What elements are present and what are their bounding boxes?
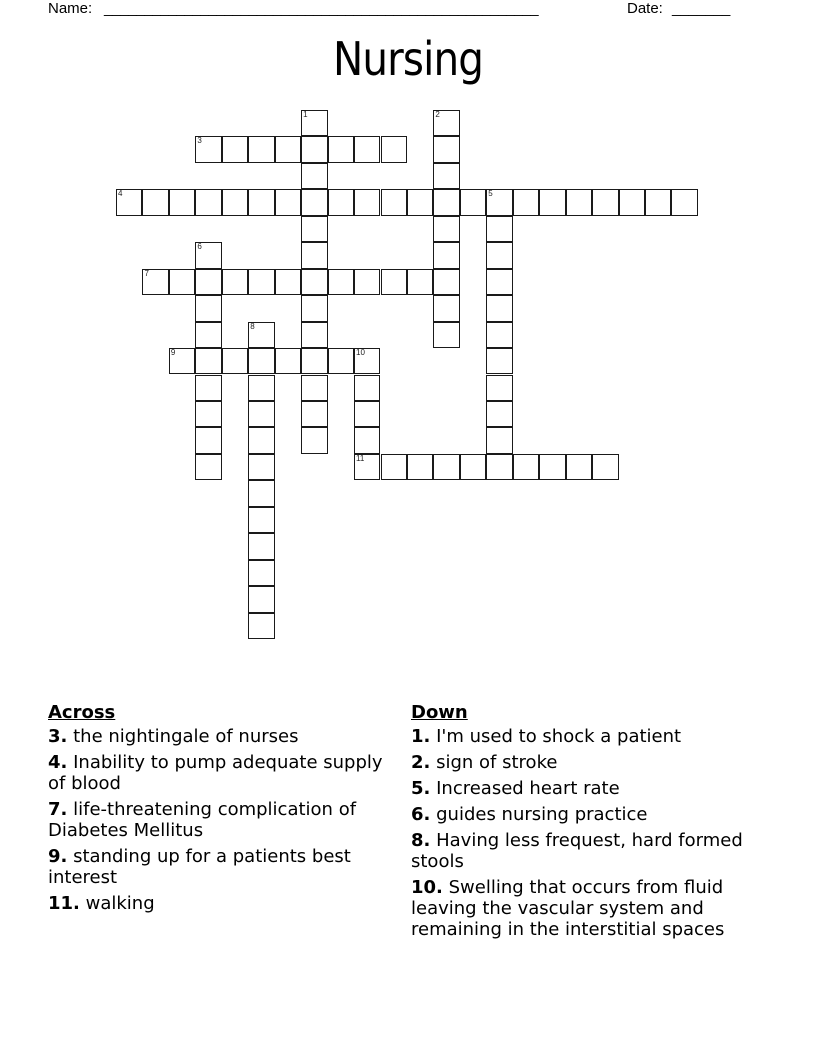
grid-cell[interactable] (486, 427, 512, 453)
grid-cell[interactable] (169, 189, 195, 215)
clue-across-4 (48, 752, 393, 794)
grid-cell[interactable] (513, 454, 539, 480)
clue-text: Swelling that occurs from fluid leaving the vascular system and remaining in the interstitial spaces (411, 877, 725, 940)
grid-cell[interactable] (195, 454, 221, 480)
date-label: Date: (627, 0, 663, 17)
grid-cell[interactable] (301, 189, 327, 215)
grid-cell[interactable] (354, 375, 380, 401)
cell-number: 5 (488, 189, 493, 199)
grid-cell[interactable] (275, 136, 301, 162)
grid-cell[interactable] (248, 375, 274, 401)
grid-cell[interactable] (142, 269, 168, 295)
clue-number: 2. (411, 752, 431, 773)
grid-cell[interactable] (301, 136, 327, 162)
grid-cell[interactable] (486, 375, 512, 401)
cell-number: 7 (144, 268, 149, 278)
grid-cell[interactable] (645, 189, 671, 215)
date-field[interactable]: _______ (672, 0, 731, 17)
grid-cell[interactable] (433, 163, 459, 189)
grid-cell[interactable] (195, 401, 221, 427)
grid-cell[interactable] (195, 322, 221, 348)
grid-cell[interactable] (354, 454, 380, 480)
grid-cell[interactable] (301, 401, 327, 427)
clue-text: Increased heart rate (436, 778, 620, 799)
grid-cell[interactable] (248, 427, 274, 453)
grid-cell[interactable] (486, 348, 512, 374)
grid-cell[interactable] (222, 136, 248, 162)
clue-text: the nightingale of nurses (73, 726, 299, 747)
clue-text: Inability to pump adequate supply of blood (48, 752, 383, 794)
grid-cell[interactable] (195, 348, 221, 374)
grid-cell[interactable] (671, 189, 697, 215)
grid-cell[interactable] (275, 269, 301, 295)
grid-cell[interactable] (328, 348, 354, 374)
grid-cell[interactable] (248, 189, 274, 215)
clue-down-8 (411, 830, 771, 872)
clue-number: 7. (48, 799, 68, 820)
grid-cell[interactable] (486, 269, 512, 295)
grid-cell[interactable] (248, 560, 274, 586)
clue-down-10 (411, 877, 771, 940)
clue-text: sign of stroke (436, 752, 558, 773)
grid-cell[interactable] (301, 322, 327, 348)
cell-number: 4 (118, 189, 123, 199)
clue-across-7 (48, 799, 393, 841)
grid-cell[interactable] (328, 269, 354, 295)
grid-cell[interactable] (486, 401, 512, 427)
grid-cell[interactable] (407, 189, 433, 215)
grid-cell[interactable] (486, 295, 512, 321)
clue-down-6 (411, 804, 771, 825)
cell-number: 3 (197, 136, 202, 146)
grid-cell[interactable] (328, 189, 354, 215)
grid-cell[interactable] (539, 454, 565, 480)
grid-cell[interactable] (354, 427, 380, 453)
grid-cell[interactable] (354, 189, 380, 215)
name-date-header (0, 0, 816, 20)
clue-number: 4. (48, 752, 68, 773)
grid-cell[interactable] (195, 375, 221, 401)
grid-cell[interactable] (407, 269, 433, 295)
grid-cell[interactable] (248, 480, 274, 506)
grid-cell[interactable] (433, 454, 459, 480)
grid-cell[interactable] (195, 427, 221, 453)
across-heading: Across (48, 702, 116, 723)
name-field[interactable]: ______________________________________________________ (104, 0, 539, 17)
grid-cell[interactable] (433, 295, 459, 321)
clue-number: 10. (411, 877, 443, 898)
clue-across-3 (48, 726, 393, 747)
across-clues (48, 702, 393, 919)
grid-cell[interactable] (460, 454, 486, 480)
grid-cell[interactable] (433, 242, 459, 268)
grid-cell[interactable] (433, 322, 459, 348)
cell-number: 6 (197, 242, 202, 252)
puzzle-title: Nursing (332, 32, 484, 86)
grid-cell[interactable] (301, 269, 327, 295)
grid-cell[interactable] (222, 269, 248, 295)
grid-cell[interactable] (486, 216, 512, 242)
grid-cell[interactable] (248, 507, 274, 533)
grid-cell[interactable] (195, 269, 221, 295)
cell-number: 9 (170, 348, 176, 358)
cell-number: 2 (435, 110, 440, 119)
grid-cell[interactable] (248, 269, 274, 295)
grid-cell[interactable] (248, 533, 274, 559)
down-heading: Down (411, 702, 468, 723)
clue-number: 8. (411, 830, 431, 851)
grid-cell[interactable] (433, 136, 459, 162)
clue-number: 5. (411, 778, 431, 799)
grid-cell[interactable] (354, 348, 380, 374)
cell-number: 1 (303, 110, 308, 119)
grid-cell[interactable] (433, 216, 459, 242)
grid-cell[interactable] (354, 401, 380, 427)
grid-cell[interactable] (301, 375, 327, 401)
grid-cell[interactable] (381, 136, 407, 162)
cell-number: 10 (356, 348, 365, 358)
grid-cell[interactable] (433, 110, 459, 136)
grid-cell[interactable] (381, 454, 407, 480)
clue-across-11 (48, 893, 393, 914)
grid-cell[interactable] (354, 269, 380, 295)
grid-cell[interactable] (486, 242, 512, 268)
clue-number: 6. (411, 804, 431, 825)
grid-cell[interactable] (354, 136, 380, 162)
grid-cell[interactable] (566, 454, 592, 480)
clue-text: life-threatening complication of Diabetes Mellitus (48, 799, 357, 841)
grid-cell[interactable] (513, 189, 539, 215)
grid-cell[interactable] (592, 189, 618, 215)
grid-cell[interactable] (301, 163, 327, 189)
cell-number: 11 (356, 453, 365, 463)
grid-cell[interactable] (460, 189, 486, 215)
grid-cell[interactable] (486, 189, 512, 215)
grid-cell[interactable] (248, 322, 274, 348)
grid-cell[interactable] (116, 189, 142, 215)
down-clues (411, 702, 771, 945)
grid-cell[interactable] (248, 586, 274, 612)
grid-cell[interactable] (222, 189, 248, 215)
grid-cell[interactable] (195, 136, 221, 162)
grid-cell[interactable] (169, 348, 195, 374)
grid-cell[interactable] (195, 189, 221, 215)
grid-cell[interactable] (592, 454, 618, 480)
name-label: Name: (48, 0, 93, 17)
grid-cell[interactable] (275, 189, 301, 215)
clue-text: walking (85, 893, 155, 914)
grid-cell[interactable] (566, 189, 592, 215)
clue-number: 3. (48, 726, 68, 747)
grid-cell[interactable] (222, 348, 248, 374)
grid-cell[interactable] (301, 216, 327, 242)
clue-down-5 (411, 778, 771, 799)
grid-cell[interactable] (248, 348, 274, 374)
grid-cell[interactable] (301, 242, 327, 268)
grid-cell[interactable] (275, 348, 301, 374)
grid-cell[interactable] (433, 189, 459, 215)
grid-cell[interactable] (619, 189, 645, 215)
grid-cell[interactable] (301, 427, 327, 453)
grid-cell[interactable] (142, 189, 168, 215)
grid-cell[interactable] (486, 322, 512, 348)
grid-cell[interactable] (433, 269, 459, 295)
clue-text: guides nursing practice (436, 804, 648, 825)
grid-cell[interactable] (381, 189, 407, 215)
clue-text: Having less frequest, hard formed stools (411, 830, 743, 872)
grid-cell[interactable] (248, 613, 274, 639)
clue-text: I'm used to shock a patient (436, 726, 682, 747)
cell-number: 8 (250, 321, 255, 331)
clue-across-9 (48, 846, 393, 888)
grid-cell[interactable] (248, 401, 274, 427)
clue-number: 9. (48, 846, 68, 867)
grid-cell[interactable] (195, 295, 221, 321)
grid-cell[interactable] (195, 242, 221, 268)
grid-cell[interactable] (381, 269, 407, 295)
grid-cell[interactable] (328, 136, 354, 162)
grid-cell[interactable] (539, 189, 565, 215)
grid-cell[interactable] (248, 136, 274, 162)
grid-cell[interactable] (407, 454, 433, 480)
grid-cell[interactable] (301, 348, 327, 374)
clue-number: 11. (48, 893, 80, 914)
grid-cell[interactable] (169, 269, 195, 295)
clue-number: 1. (411, 726, 431, 747)
clue-down-2 (411, 752, 771, 773)
grid-cell[interactable] (486, 454, 512, 480)
clue-text: standing up for a patients best interest (48, 846, 351, 888)
grid-cell[interactable] (301, 295, 327, 321)
grid-cell[interactable] (248, 454, 274, 480)
clue-down-1 (411, 726, 771, 747)
grid-cell[interactable] (301, 110, 327, 136)
